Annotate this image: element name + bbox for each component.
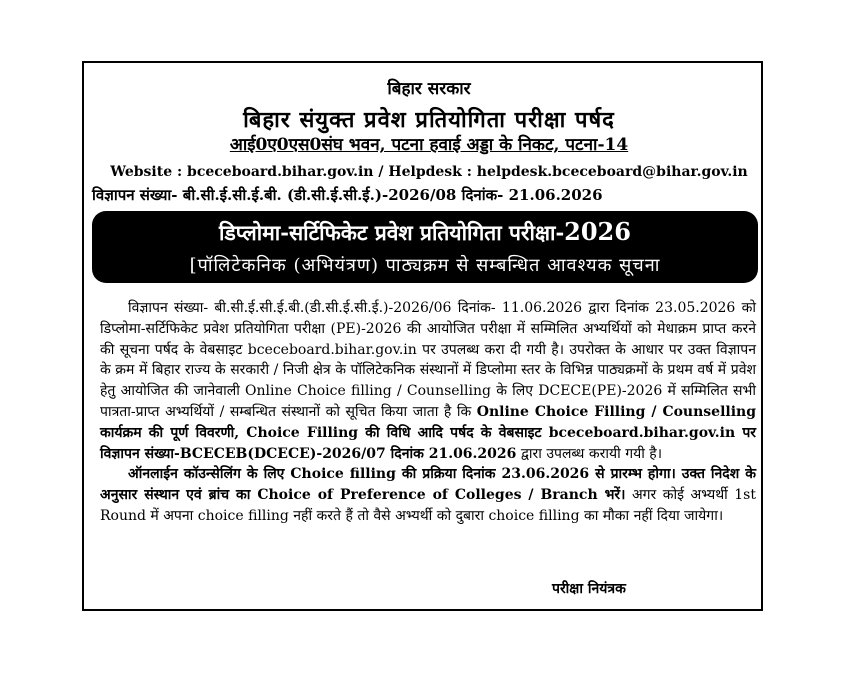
p2-bold: ऑनलाईन कॉउन्सेलिंग के लिए Choice filling की प्रक्रिया दिनांक 23.06.2026 से प्रारम्भ होगा। उक्त निदेश के अनुसार संस्थान एवं ब्रांच का Choice of Preference of Colleges / Branch भरें।: [100, 466, 756, 504]
banner-year: 2026: [564, 217, 631, 246]
contact-line: [0, 164, 858, 180]
paragraph-2: [100, 464, 756, 526]
title-banner: [92, 211, 758, 283]
paragraph-1: [100, 298, 756, 464]
p1-text: विज्ञापन संख्या- बी.सी.ई.सी.ई.बी.(डी.सी.ई.सी.ई.)-2026/06 दिनांक- 11.06.2026 द्वारा दिनांक 23.05.2026 को डिप्लोमा-सर्टिफिकेट प्रवेश प्रतियोगिता परीक्षा (PE)-2026 की आयोजित परीक्षा में सम्मिलित अभ्यर्थियों को मेधाक्रम प्राप्त करने की सूचना पर्षद के वेबसाइट bceceboard.bihar.gov.in पर उपलब्ध करा दी गयी है। उपरोक्त के आधार पर उक्त विज्ञापन के क्रम में बिहार राज्य के सरकारी / निजी क्षेत्र के पॉलिटेकनिक संस्थानों में डिप्लोमा स्तर के विभिन्न पाठ्यक्रमों के प्रथम वर्ष में प्रवेश हेतु आयोजित की जानेवाली Online Choice filling / Counselling के लिए DCECE(PE)-2026 में सम्मिलित सभी पात्रता-प्राप्त अभ्यर्थियों / सम्बन्धित संस्थानों को सूचित किया जाता है कि: [100, 300, 756, 420]
p1-bold: Online Choice Filling / Counselling कार्यक्रम की पूर्ण विवरणी, Choice Filling की विधि आदि पर्षद के वेबसाइट bceceboard.bihar.gov.in पर विज्ञापन संख्या-BCECEB(DCECE)-2026/07 दिनांक 21.06.2026: [100, 403, 756, 462]
helpdesk-label: Helpdesk :: [388, 164, 472, 180]
signature: परीक्षा नियंत्रक: [552, 581, 626, 597]
banner-subtitle: [पॉलिटेकनिक (अभियंत्रण) पाठ्यक्रम से सम्बन्धित आवश्यक सूचना: [189, 255, 661, 276]
board-name: बिहार संयुक्त प्रवेश प्रतियोगिता परीक्षा पर्षद: [243, 107, 615, 133]
p2-text: अगर कोई अभ्यर्थी 1st Round में अपना choice filling नहीं करते हैं तो वैसे अभ्यर्थी को दुबारा choice filling का मौका नहीं दिया जायेगा।: [100, 487, 756, 524]
banner-title: [92, 217, 758, 247]
advertisement-line: [92, 185, 603, 205]
contact-separator: /: [378, 164, 384, 180]
government-heading: बिहार सरकार: [387, 79, 471, 99]
banner-title-text: डिप्लोमा-सर्टिफिकेट प्रवेश प्रतियोगिता परीक्षा-: [219, 220, 565, 245]
helpdesk-email[interactable]: helpdesk.bceceboard@bihar.gov.in: [476, 164, 748, 180]
p1-end: द्वारा उपलब्ध करायी गयी है।: [516, 445, 663, 462]
adv-label: विज्ञापन संख्या-: [92, 186, 178, 204]
adv-number: बी.सी.ई.सी.ई.बी. (डी.सी.ई.सी.ई.)-2026/08: [182, 186, 457, 204]
adv-date: 21.06.2026: [508, 186, 603, 204]
website-label: Website :: [110, 164, 183, 180]
board-address: आई0ए0एस0संघ भवन, पटना हवाई अड्डा के निकट, पटना-14: [229, 135, 629, 155]
date-label: दिनांक-: [461, 186, 504, 204]
website-link[interactable]: bceceboard.bihar.gov.in: [187, 164, 374, 180]
notice-body: [100, 298, 756, 527]
